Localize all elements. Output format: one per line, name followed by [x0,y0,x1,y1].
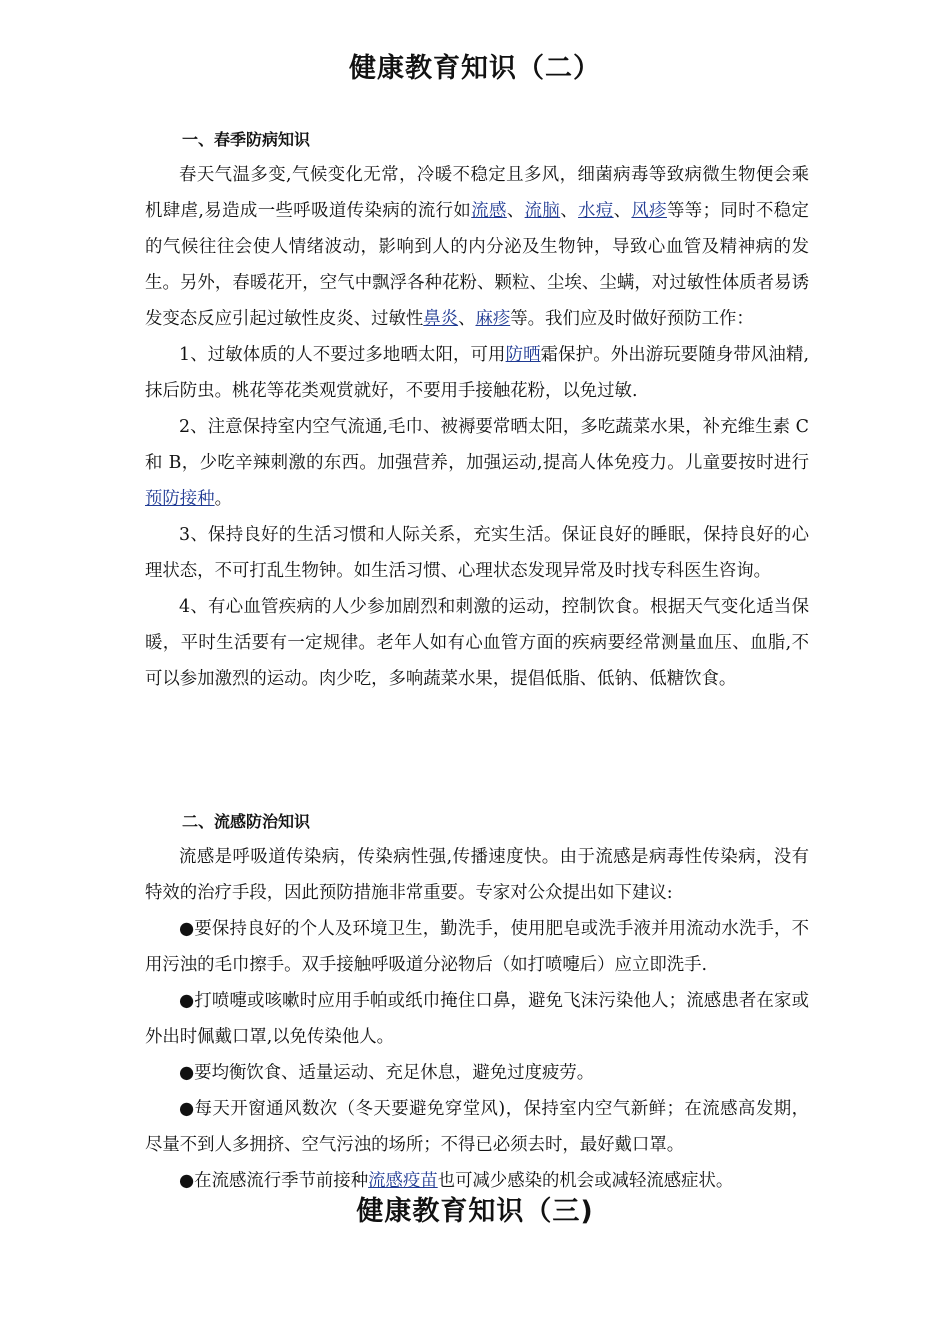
section-heading-flu: 二、流感防治知识 [182,812,311,831]
link-sunscreen[interactable]: 防晒 [505,345,541,365]
section-body-spring [145,157,809,697]
spring-intro-paragraph: 春天气温多变,气候变化无常，冷暖不稳定且多风，细菌病毒等致病微生物便会乘机肆虐,易造成一些呼吸道传染病的流行如流感、流脑、水痘、风疹等等；同时不稳定的气候往往会使人情绪波动，影响到人的内分泌及生物钟，导致心血管及精神病的发生。另外，春暖花开，空气中飘浮各种花粉、颗粒、尘埃、尘螨，对过敏性体质者易诱发变态反应引起过敏性皮炎、过敏性鼻炎、麻疹等。我们应及时做好预防工作： [145,165,809,329]
link-meningitis[interactable]: 流脑 [524,201,561,221]
link-chickenpox[interactable]: 水痘 [578,201,614,221]
flu-bullet-4: ●每天开窗通风数次（冬天要避免穿堂风)，保持室内空气新鲜；在流感高发期，尽量不到人多拥挤、空气污浊的场所；不得已必须去时，最好戴口罩。 [145,1099,809,1155]
document-title: 健康教育知识（二） [349,53,601,84]
spring-item-2: 2、注意保持室内空气流通,毛巾、被褥要常晒太阳，多吃蔬菜水果，补充维生素 C 和 B，少吃辛辣刺激的东西。加强营养，加强运动,提高人体免疫力。儿童要按时进行预防接种。 [145,417,809,509]
link-flu-vaccine[interactable]: 流感疫苗 [368,1171,438,1191]
section-body-flu [145,839,809,1199]
flu-bullet-1: ●要保持良好的个人及环境卫生，勤洗手，使用肥皂或洗手液并用流动水洗手，不用污浊的毛巾擦手。双手接触呼吸道分泌物后（如打喷嚏后）应立即洗手. [145,919,809,975]
flu-intro-paragraph: 流感是呼吸道传染病，传染病性强,传播速度快。由于流感是病毒性传染病，没有特效的治疗手段，因此预防措施非常重要。专家对公众提出如下建议: [145,847,809,903]
link-rubella[interactable]: 风疹 [631,201,667,221]
flu-bullet-3: ●要均衡饮食、适量运动、充足休息，避免过度疲劳。 [179,1063,595,1083]
spring-item-4: 4、有心血管疾病的人少参加剧烈和刺激的运动，控制饮食。根据天气变化适当保暖，平时生活要有一定规律。老年人如有心血管方面的疾病要经常测量血压、血脂,不可以参加激烈的运动。肉少吃，多响蔬菜水果，提倡低脂、低钠、低糖饮食。 [145,597,809,689]
flu-bullet-2: ●打喷嚏或咳嗽时应用手帕或纸巾掩住口鼻，避免飞沫污染他人；流感患者在家或外出时佩戴口罩,以免传染他人。 [145,991,809,1047]
link-measles[interactable]: 麻疹 [475,309,511,329]
link-rhinitis[interactable]: 鼻炎 [423,309,459,329]
flu-bullet-5: ●在流感流行季节前接种流感疫苗也可减少感染的机会或减轻流感症状。 [179,1171,734,1191]
link-vaccination[interactable]: 预防接种 [145,489,215,509]
link-influenza[interactable]: 流感 [471,201,507,221]
spring-item-3: 3、保持良好的生活习惯和人际关系，充实生活。保证良好的睡眠，保持良好的心理状态，不可打乱生物钟。如生活习惯、心理状态发现异常及时找专科医生咨询。 [145,525,809,581]
next-document-title: 健康教育知识（三) [356,1196,594,1227]
section-heading-spring: 一、春季防病知识 [182,130,311,149]
spring-item-1: 1、过敏体质的人不要过多地晒太阳，可用防晒霜保护。外出游玩要随身带风油精,抹后防虫。桃花等花类观赏就好，不要用手接触花粉，以免过敏. [145,345,809,401]
